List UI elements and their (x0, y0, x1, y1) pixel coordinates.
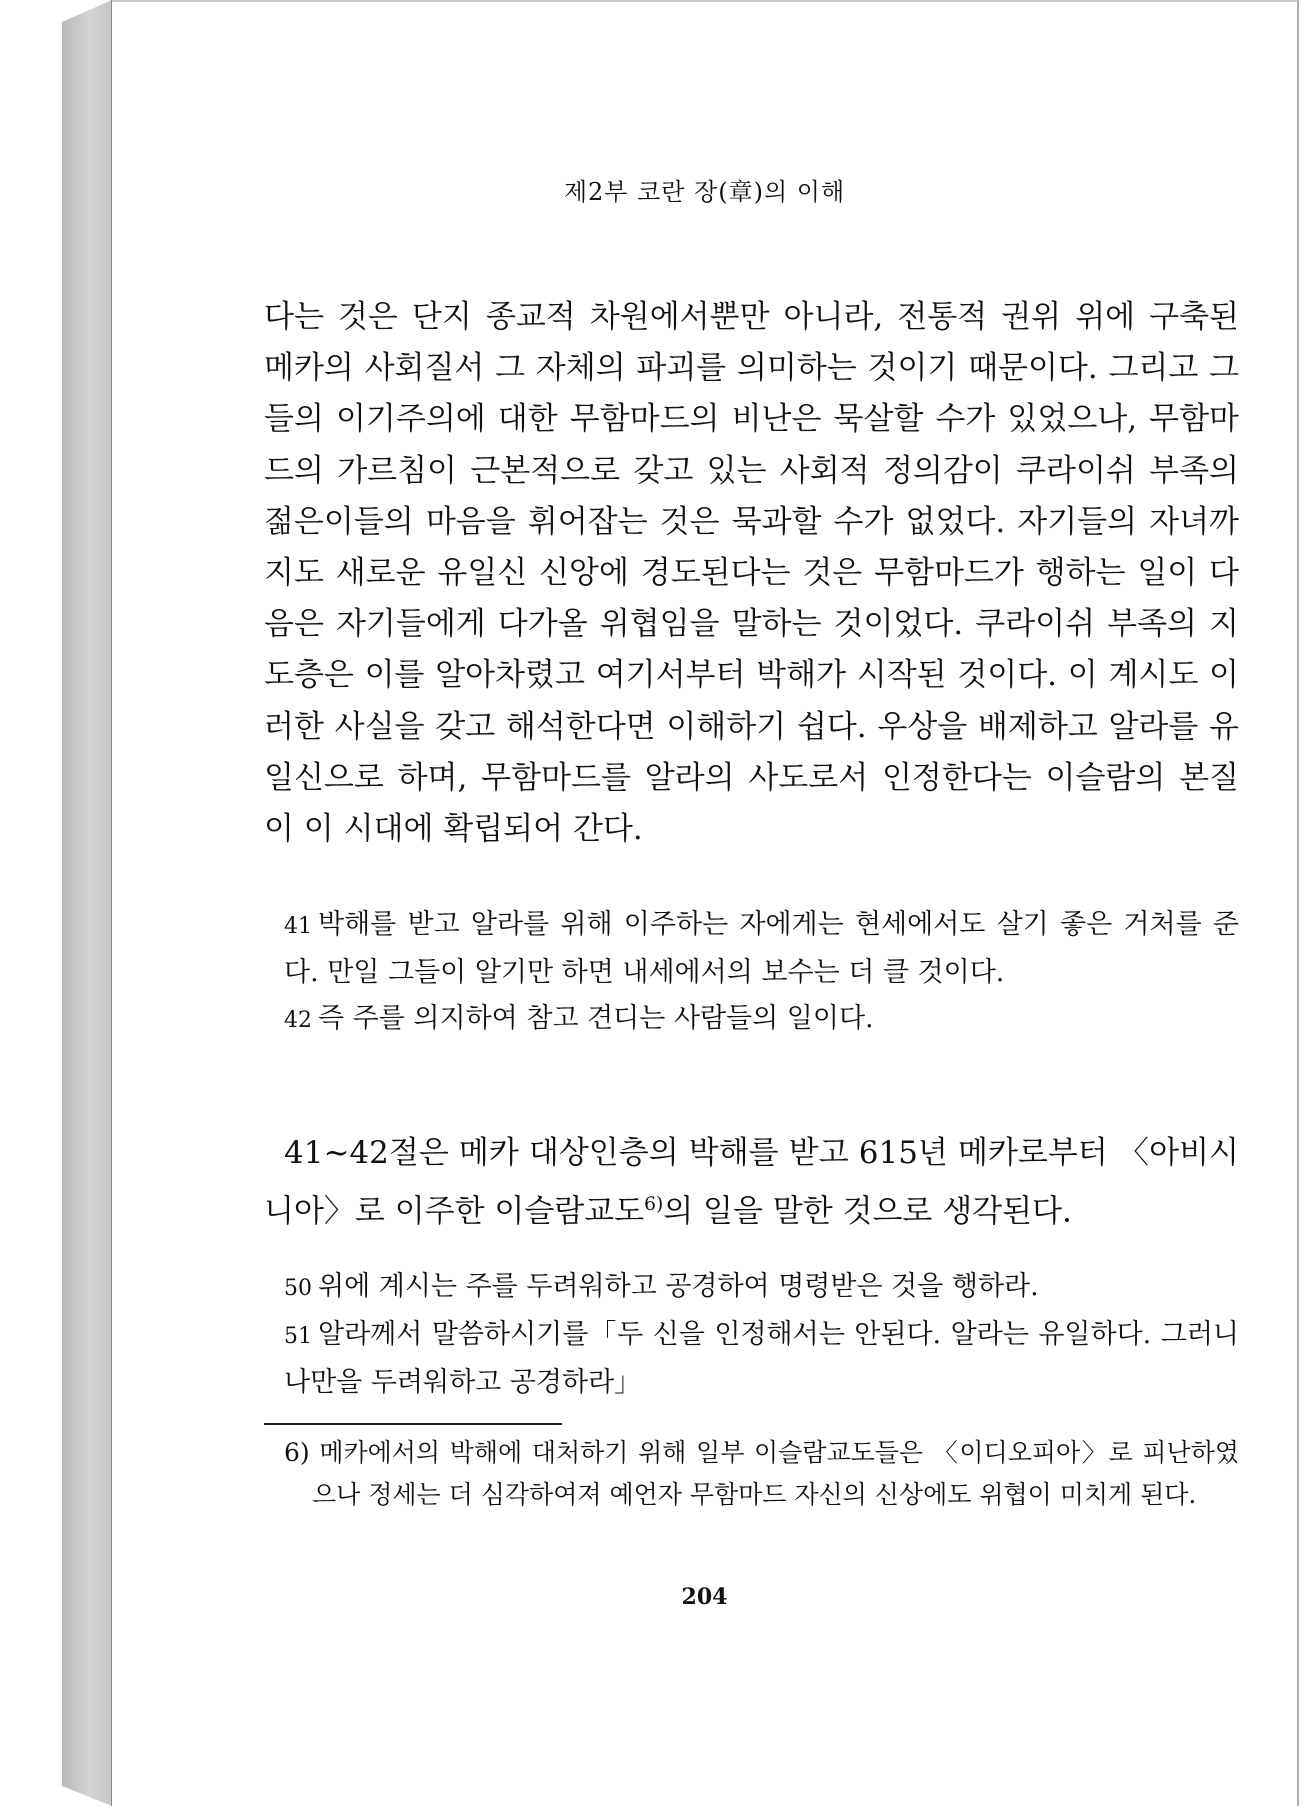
book-spine (62, 0, 112, 1806)
commentary-text-end: 의 일을 말한 것으로 생각된다. (663, 1193, 1072, 1230)
verse-text: 위에 계시는 주를 두려워하고 공경하여 명령받은 것을 행하라. (318, 1271, 1039, 1302)
commentary-text: 41~42절은 메카 대상인층의 박해를 받고 615년 메카로부터 〈아비시니아〉로 이주한 이슬람교도 (264, 1135, 1239, 1230)
footnote-marker: 6) (284, 1438, 310, 1467)
main-paragraph: 다는 것은 단지 종교적 차원에서뿐만 아니라, 전통적 권위 위에 구축된 메카의 사회질서 그 자체의 파괴를 의미하는 것이기 때문이다. 그리고 그들의 이기주의에 대한 무함마드의 비난은 묵살할 수가 있었으나, 무함마드의 가르침이 근본적으로 갖고 있는 사회적 정의감이 쿠라이쉬 부족의 젊은이들의 마음을 휘어잡는 것은 묵과할 수가 없었다. 자기들의 자녀까지도 새로운 유일신 신앙에 경도된다는 것은 무함마드가 행하는 일이 다음은 자기들에게 다가올 위협임을 말하는 것이었다. 쿠라이쉬 부족의 지도층은 이를 알아차렸고 여기서부터 박해가 시작된 것이다. 이 계시도 이러한 사실을 갖고 해석한다면 이해하기 쉽다. 우상을 배제하고 알라를 유일신으로 하며, 무함마드를 알라의 사도로서 인정한다는 이슬람의 본질이 이 시대에 확립되어 간다. (264, 299, 1239, 848)
page-number: 204 (681, 1584, 728, 1610)
verse-number: 41 (284, 914, 312, 939)
verse-51 (284, 1312, 1239, 1406)
verse-text: 즉 주를 의지하여 참고 견디는 사람들의 일이다. (318, 1003, 874, 1034)
commentary-paragraph (264, 1128, 1239, 1238)
footnote-divider (264, 1423, 562, 1425)
footnote (284, 1432, 1239, 1516)
verse-text: 박해를 받고 알라를 위해 이주하는 자에게는 현세에서도 살기 좋은 거처를 준다. 만일 그들이 알기만 하면 내세에서의 보수는 더 클 것이다. (284, 909, 1239, 988)
verse-block-41-42 (284, 902, 1239, 1044)
verse-text: 알라께서 말씀하시기를「두 신을 인정해서는 안된다. 알라는 유일하다. 그러니 나만을 두려워하고 공경하라」 (284, 1319, 1239, 1398)
running-head: 제2부 코란 장(章)의 이해 (563, 178, 846, 206)
verse-41 (284, 902, 1239, 996)
verse-50 (284, 1264, 1239, 1312)
verse-42 (284, 996, 1239, 1044)
footnote-text: 메카에서의 박해에 대처하기 위해 일부 이슬람교도들은 〈이디오피아〉로 피난하였으나 정세는 더 심각하여져 예언자 무함마드 자신의 신상에도 위협이 미치게 된다. (312, 1438, 1239, 1509)
verse-block-50-51 (284, 1264, 1239, 1406)
footnote-reference[interactable]: 6) (644, 1194, 664, 1216)
verse-number: 50 (284, 1276, 312, 1301)
verse-number: 42 (284, 1008, 312, 1033)
book-page (112, 0, 1299, 1806)
verse-number: 51 (284, 1324, 312, 1349)
